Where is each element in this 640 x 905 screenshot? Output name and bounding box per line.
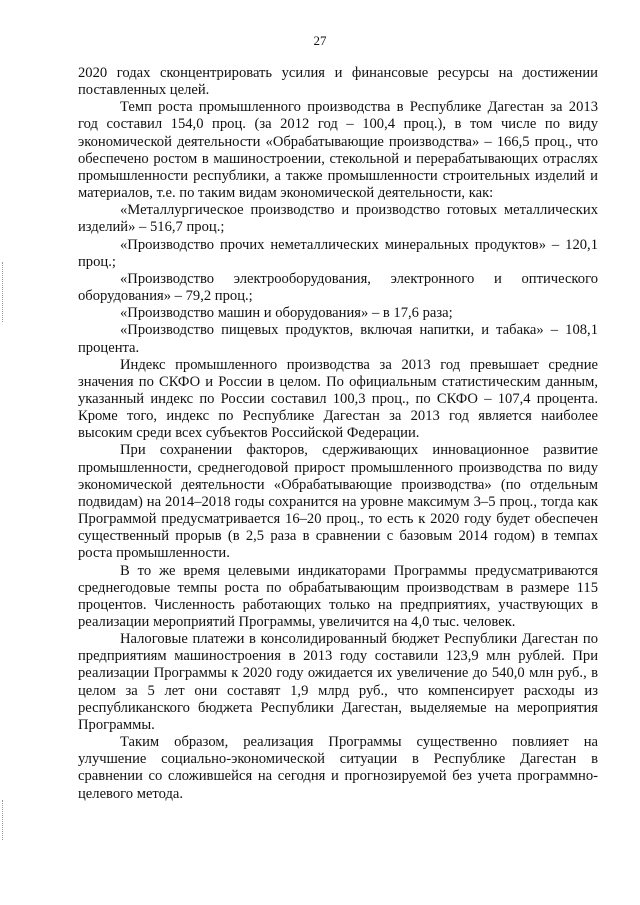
paragraph: Индекс промышленного производства за 2013 год превышает средние значения по СКФО и России в целом. По официальным статистическим данным, указанный индекс по России составил 100,3 проц., по СКФО – 107,4 процента. Кроме того, индекс по Республике Дагестан за 2013 год является наиболее высоким среди всех субъектов Российской Федерации. xyxy=(78,356,598,442)
paragraph: «Производство пищевых продуктов, включая напитки, и табака» – 108,1 процента. xyxy=(78,322,598,356)
paragraph: Темп роста промышленного производства в Республике Дагестан за 2013 год составил 154,0 проц. (за 2012 год – 100,4 проц.), в том числе по виду экономической деятельности «Обрабатывающие производства» – 166,5 проц., что обеспечено ростом в машиностроении, стекольной и перерабатывающих отраслях промышленности республики, а также промышленности строительных изделий и материалов, т.е. по таким видам экономической деятельности, как: xyxy=(78,99,598,202)
page-number: 27 xyxy=(313,33,327,48)
paragraph: 2020 годах сконцентрировать усилия и финансовые ресурсы на достижении поставленных целей. xyxy=(78,65,598,99)
paragraph: «Металлургическое производство и производство готовых металлических изделий» – 516,7 проц.; xyxy=(78,202,598,236)
paragraph: В то же время целевыми индикаторами Программы предусматриваются среднегодовые темпы роста по обрабатывающим производствам в размере 115 процентов. Численность работающих только на предприятиях, участвующих в реализации мероприятий Программы, увеличится на 4,0 тыс. человек. xyxy=(78,562,598,630)
paragraph: «Производство машин и оборудования» – в 17,6 раза; xyxy=(120,305,453,322)
paragraph: Налоговые платежи в консолидированный бюджет Республики Дагестан по предприятиям машиностроения в 2013 году составили 123,9 млн рублей. При реализации Программы к 2020 году ожидается их увеличение до 540,0 млн руб., в целом за 5 лет они составят 1,9 млрд руб., что компенсирует расходы из республиканского бюджета Республики Дагестан, выделяемые на мероприятия Программы. xyxy=(78,631,598,733)
paragraph: «Производство прочих неметаллических минеральных продуктов» – 120,1 проц.; xyxy=(78,236,598,270)
binding-margin-marks xyxy=(2,262,5,322)
paragraph: «Производство электрооборудования, электронного и оптического оборудования» – 79,2 проц.; xyxy=(78,270,598,305)
binding-margin-marks-lower xyxy=(2,800,5,840)
document-body xyxy=(78,65,598,803)
paragraph: При сохранении факторов, сдерживающих инновационное развитие промышленности, среднегодовой прирост промышленного производства по виду экономической деятельности «Обрабатывающие производства» (по отдельным подвидам) на 2014–2018 годы сохранится на уровне максимум 3–5 проц., тогда как Программой предусматривается 16–20 проц., то есть к 2020 году будет обеспечен существенный прорыв (в 2,5 раза в сравнении с базовым 2014 годом) в темпах роста промышленности. xyxy=(78,442,598,562)
paragraph: Таким образом, реализация Программы существенно повлияет на улучшение социально-экономической ситуации в Республике Дагестан в сравнении со сложившейся на сегодня и прогнозируемой без учета программно-целевого метода. xyxy=(78,734,598,802)
